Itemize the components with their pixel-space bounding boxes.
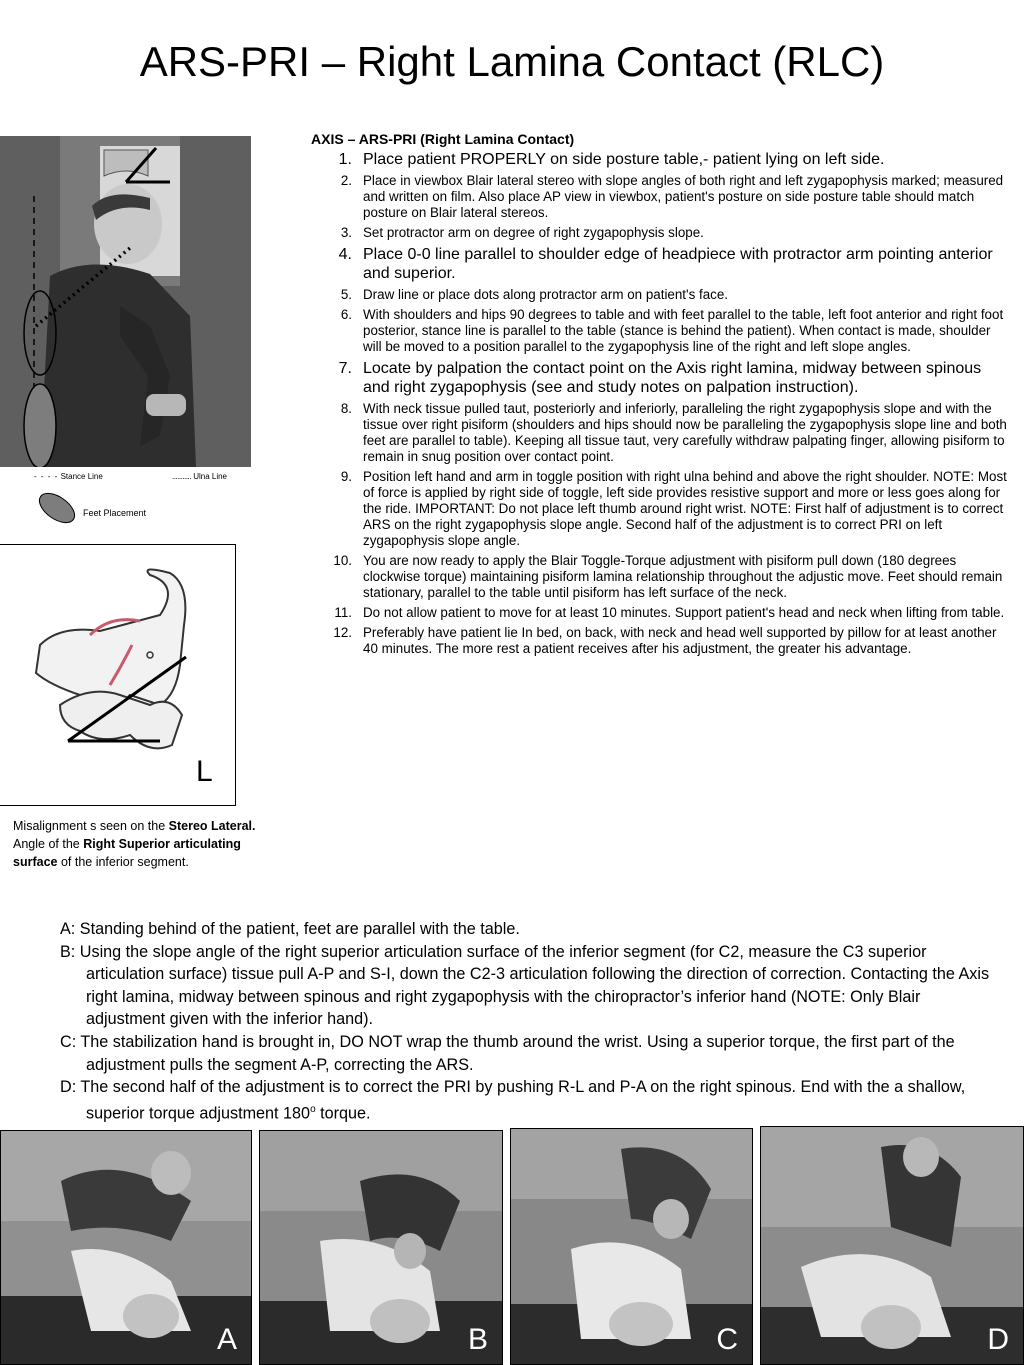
step-item bbox=[311, 625, 1011, 657]
step-text: Place patient PROPERLY on side posture table,- patient lying on left side. bbox=[363, 151, 885, 168]
step-number: 11. bbox=[334, 605, 352, 620]
step-item bbox=[311, 173, 1011, 221]
step-number: 2. bbox=[340, 173, 352, 188]
steps-list bbox=[311, 150, 1011, 657]
vertebra-letter: L bbox=[196, 755, 213, 788]
caption-text-2: Angle of the bbox=[13, 837, 84, 851]
photo-step-a bbox=[0, 1130, 252, 1365]
note-d-end: torque. bbox=[315, 1104, 371, 1123]
step-number: 9. bbox=[340, 469, 352, 484]
step-item bbox=[311, 605, 1011, 621]
step-text: You are now ready to apply the Blair Toggle-Torque adjustment with pisiform pull down (180 degrees clockwise torque) maintaining pisiform lamina relationship throughout the adjustic move. Feet should remain stationary, parallel to the table until pisiform has left surface of the neck. bbox=[363, 553, 1003, 600]
photo-label-b: B bbox=[467, 1323, 488, 1356]
legend-stance-line bbox=[34, 472, 103, 481]
step-item bbox=[311, 307, 1011, 355]
note-d-text: D: The second half of the adjustment is to correct the PRI by pushing R-L and P-A on the right spinous. End with the a shallow, superior torque adjustment 180 bbox=[60, 1078, 966, 1123]
step-item bbox=[311, 469, 1011, 549]
caption-bold-2: Right Superior articulating surface bbox=[13, 837, 241, 869]
legend-ulna-line bbox=[172, 472, 227, 481]
caption-bold-1: Stereo Lateral. bbox=[168, 819, 256, 833]
photo-a-illustration bbox=[1, 1131, 252, 1365]
step-text: Locate by palpation the contact point on the Axis right lamina, midway between spinous and right zygapophysis (see and study notes on palpation instruction). bbox=[363, 360, 982, 396]
vertebra-illustration bbox=[0, 545, 236, 807]
step-text: Do not allow patient to move for at least 10 minutes. Support patient's head and neck when lifting from table. bbox=[363, 605, 1005, 620]
photo-step-d bbox=[760, 1126, 1024, 1365]
note-c: C: The stabilization hand is brought in, DO NOT wrap the thumb around the wrist. Using a superior torque, the first part of the adjustment pulls the segment A-P, correcting the ARS. bbox=[60, 1032, 955, 1074]
step-item bbox=[311, 225, 1011, 241]
step-item bbox=[311, 150, 1011, 169]
caption-text-3: of the inferior segment. bbox=[57, 855, 189, 869]
step-item bbox=[311, 287, 1011, 303]
photo-label-c: C bbox=[716, 1323, 738, 1356]
caption-text-1: Misalignment s seen on the bbox=[13, 819, 169, 833]
instructions-section bbox=[311, 130, 1011, 661]
stance-line-swatch: - - - - bbox=[34, 472, 59, 481]
step-text: Preferably have patient lie In bed, on back, with neck and head well supported by pillow for at least another 40 minutes. The more rest a patient receives after his adjustment, the greater his advantage. bbox=[363, 625, 997, 656]
photo-d-illustration bbox=[761, 1127, 1024, 1365]
step-item bbox=[311, 401, 1011, 465]
legend-ulna-label: Ulna Line bbox=[193, 472, 227, 481]
step-text: With neck tissue pulled taut, posteriorly and inferiorly, paralleling the right zygapophysis slope and with the tissue over right pisiform (shoulders and hips should now be paralleling the zygapophysis slope line and both feet are parallel to table). Keeping all tissue taut, very carefully withdraw palpating finger, allowing pisiform to remain in snug position over contact point. bbox=[363, 401, 1007, 464]
step-number: 3. bbox=[340, 225, 352, 240]
step-text: Place 0-0 line parallel to shoulder edge of headpiece with protractor arm pointing anterior and superior. bbox=[363, 246, 993, 282]
step-number: 10. bbox=[333, 553, 352, 568]
step-number: 4. bbox=[338, 246, 352, 263]
step-number: 8. bbox=[340, 401, 352, 416]
page-title: ARS-PRI – Right Lamina Contact (RLC) bbox=[139, 38, 885, 85]
step-text: Set protractor arm on degree of right zygapophysis slope. bbox=[363, 225, 704, 240]
step-item bbox=[311, 553, 1011, 601]
step-text: Position left hand and arm in toggle position with right ulna behind and above the right shoulder. NOTE: Most of force is applied by right side of toggle, left side provides resistive support and more or less goes along for the ride. IMPORTANT: Do not place left thumb around right wrist. NOTE: First half of adjustment is to correct ARS on the right zygapophysis slope angle. Second half of the adjustment is to correct PRI on left zygapophysis slope angle. bbox=[363, 469, 1007, 548]
instructions-heading: AXIS – ARS-PRI (Right Lamina Contact) bbox=[311, 131, 575, 147]
adjustment-notes bbox=[60, 918, 990, 1125]
photo-step-b bbox=[259, 1130, 503, 1365]
step-number: 7. bbox=[338, 360, 352, 377]
patient-standing-illustration bbox=[0, 136, 251, 467]
feet-placement-icon bbox=[37, 490, 77, 530]
step-item bbox=[311, 359, 1011, 397]
step-text: Place in viewbox Blair lateral stereo with slope angles of both right and left zygapophysis marked; measured and written on film. Also place AP view in viewbox, patient's posture on side posture table should match posture on Blair lateral stereos. bbox=[363, 173, 1004, 220]
photo-label-d: D bbox=[987, 1323, 1009, 1356]
note-b: B: Using the slope angle of the right superior articulation surface of the inferior segment (for C2, measure the C3 superior articulation surface) tissue pull A-P and S-I, down the C2-3 articulation following the direction of correction. Contacting the Axis right lamina, midway between spinous and right zygapophysis with the chiropractor’s inferior hand (NOTE: Only Blair adjustment given with the inferior hand). bbox=[60, 942, 990, 1029]
degree-mark: o bbox=[310, 1103, 316, 1115]
legend-stance-label: Stance Line bbox=[60, 472, 103, 481]
step-item bbox=[311, 245, 1011, 283]
note-d bbox=[60, 1076, 990, 1125]
patient-standing-photo bbox=[0, 136, 251, 467]
legend-feet-placement bbox=[37, 490, 197, 530]
step-text: With shoulders and hips 90 degrees to table and with feet parallel to the table, left foot anterior and right foot posterior, stance line is parallel to the table (stance is behind the patient). When contact is made, shoulder will be moved to a position parallel to the zygapophysis line of the right and left slope angles. bbox=[363, 307, 1004, 354]
photo-b-illustration bbox=[260, 1131, 503, 1365]
step-number: 6. bbox=[340, 307, 352, 322]
note-a: A: Standing behind of the patient, feet are parallel with the table. bbox=[60, 920, 520, 938]
step-text: Draw line or place dots along protractor arm on patient's face. bbox=[363, 287, 729, 302]
step-number: 5. bbox=[340, 287, 352, 302]
photo-step-c bbox=[510, 1128, 753, 1365]
step-number: 1. bbox=[338, 151, 352, 168]
legend-feet-label: Feet Placement bbox=[83, 508, 147, 518]
photo-label-a: A bbox=[216, 1323, 237, 1356]
vertebra-diagram bbox=[0, 544, 236, 806]
step-number: 12. bbox=[333, 625, 352, 640]
misalignment-caption bbox=[13, 817, 258, 871]
ulna-line-swatch: ........... bbox=[172, 472, 191, 481]
